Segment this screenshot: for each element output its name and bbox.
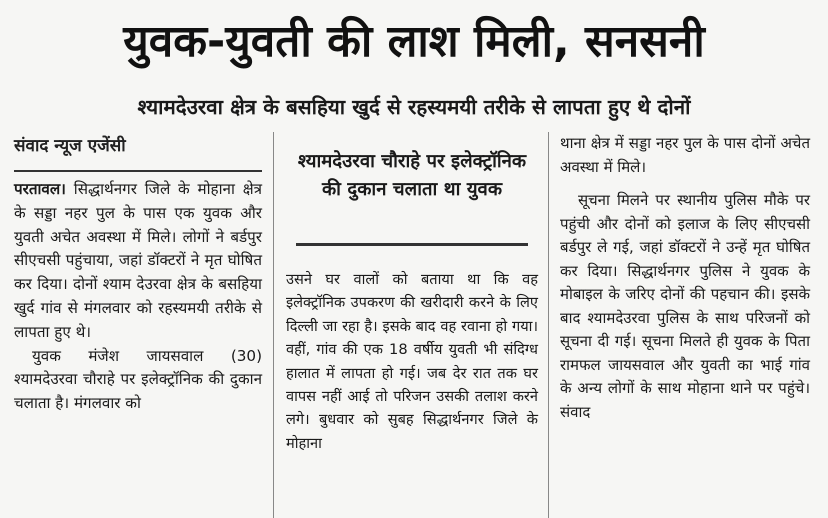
byline-rule xyxy=(14,170,262,172)
column-divider xyxy=(273,132,274,518)
article-column-2 xyxy=(286,268,538,455)
pull-quote-rule xyxy=(296,243,528,246)
paragraph: सूचना मिलने पर स्थानीय पुलिस मौके पर पहुंची और दोनों को इलाज के लिए सीएचसी बर्डपुर ले गई, जहां डॉक्टरों ने उन्हें मृत घोषित कर दिया। सिद्धार्थनगर पुलिस ने युवक के मोबाइल के जरिए दोनों की पहचान की। इसके बाद श्यामदेउरवा पुलिस के साथ परिजनों को सूचना दी गई। सूचना मिलते ही युवक के पिता रामफल जायसवाल और युवती का भाई गांव के अन्य लोगों के साथ मोहाना थाने पर पहुंचे। संवाद xyxy=(560,191,810,421)
paragraph: युवक मंजेश जायसवाल (30) श्यामदेउरवा चौराहे पर इलेक्ट्रॉनिक की दुकान चलाता है। मंगलवार को xyxy=(14,346,262,413)
article-column-1 xyxy=(14,178,262,416)
paragraph: थाना क्षेत्र में सड्डा नहर पुल के पास दोनों अचेत अवस्था में मिले। xyxy=(560,134,810,176)
byline-agency: संवाद न्यूज एजेंसी xyxy=(14,136,126,156)
paragraph-text: सिद्धार्थनगर जिले के मोहाना क्षेत्र के सड्डा नहर पुल के पास एक युवक और युवती अचेत अवस्था में मिले। लोगों ने बर्डपुर सीएचसी पहुंचाया, जहां डॉक्टरों ने मृत घोषित कर दिया। दोनों श्याम देउरवा क्षेत्र के बसहिया खुर्द गांव से मंगलवार को रहस्यमयी तरीके से लापता हुए थे। xyxy=(14,180,263,341)
column-divider xyxy=(548,132,549,518)
headline: युवक-युवती की लाश मिली, सनसनी xyxy=(123,16,705,67)
paragraph xyxy=(14,178,262,345)
dateline: परतावल। xyxy=(14,180,66,198)
subheadline: श्यामदेउरवा क्षेत्र के बसहिया खुर्द से रहस्यमयी तरीके से लापता हुए थे दोनों xyxy=(137,95,691,119)
pull-quote: श्यामदेउरवा चौराहे पर इलेक्ट्रॉनिक की दुकान चलाता था युवक xyxy=(297,151,527,200)
article-column-3 xyxy=(560,132,810,424)
paragraph: उसने घर वालों को बताया था कि वह इलेक्ट्रॉनिक उपकरण की खरीदारी करने के लिए दिल्ली जा रहा है। इसके बाद वह रवाना हो गया। वहीं, गांव की एक 18 वर्षीय युवती भी संदिग्ध हालात में लापता हो गई। जब देर रात तक घर वापस नहीं आई तो परिजन उसकी तलाश करने लगे। बुधवार को सुबह सिद्धार्थनगर जिले के मोहाना xyxy=(286,271,538,452)
